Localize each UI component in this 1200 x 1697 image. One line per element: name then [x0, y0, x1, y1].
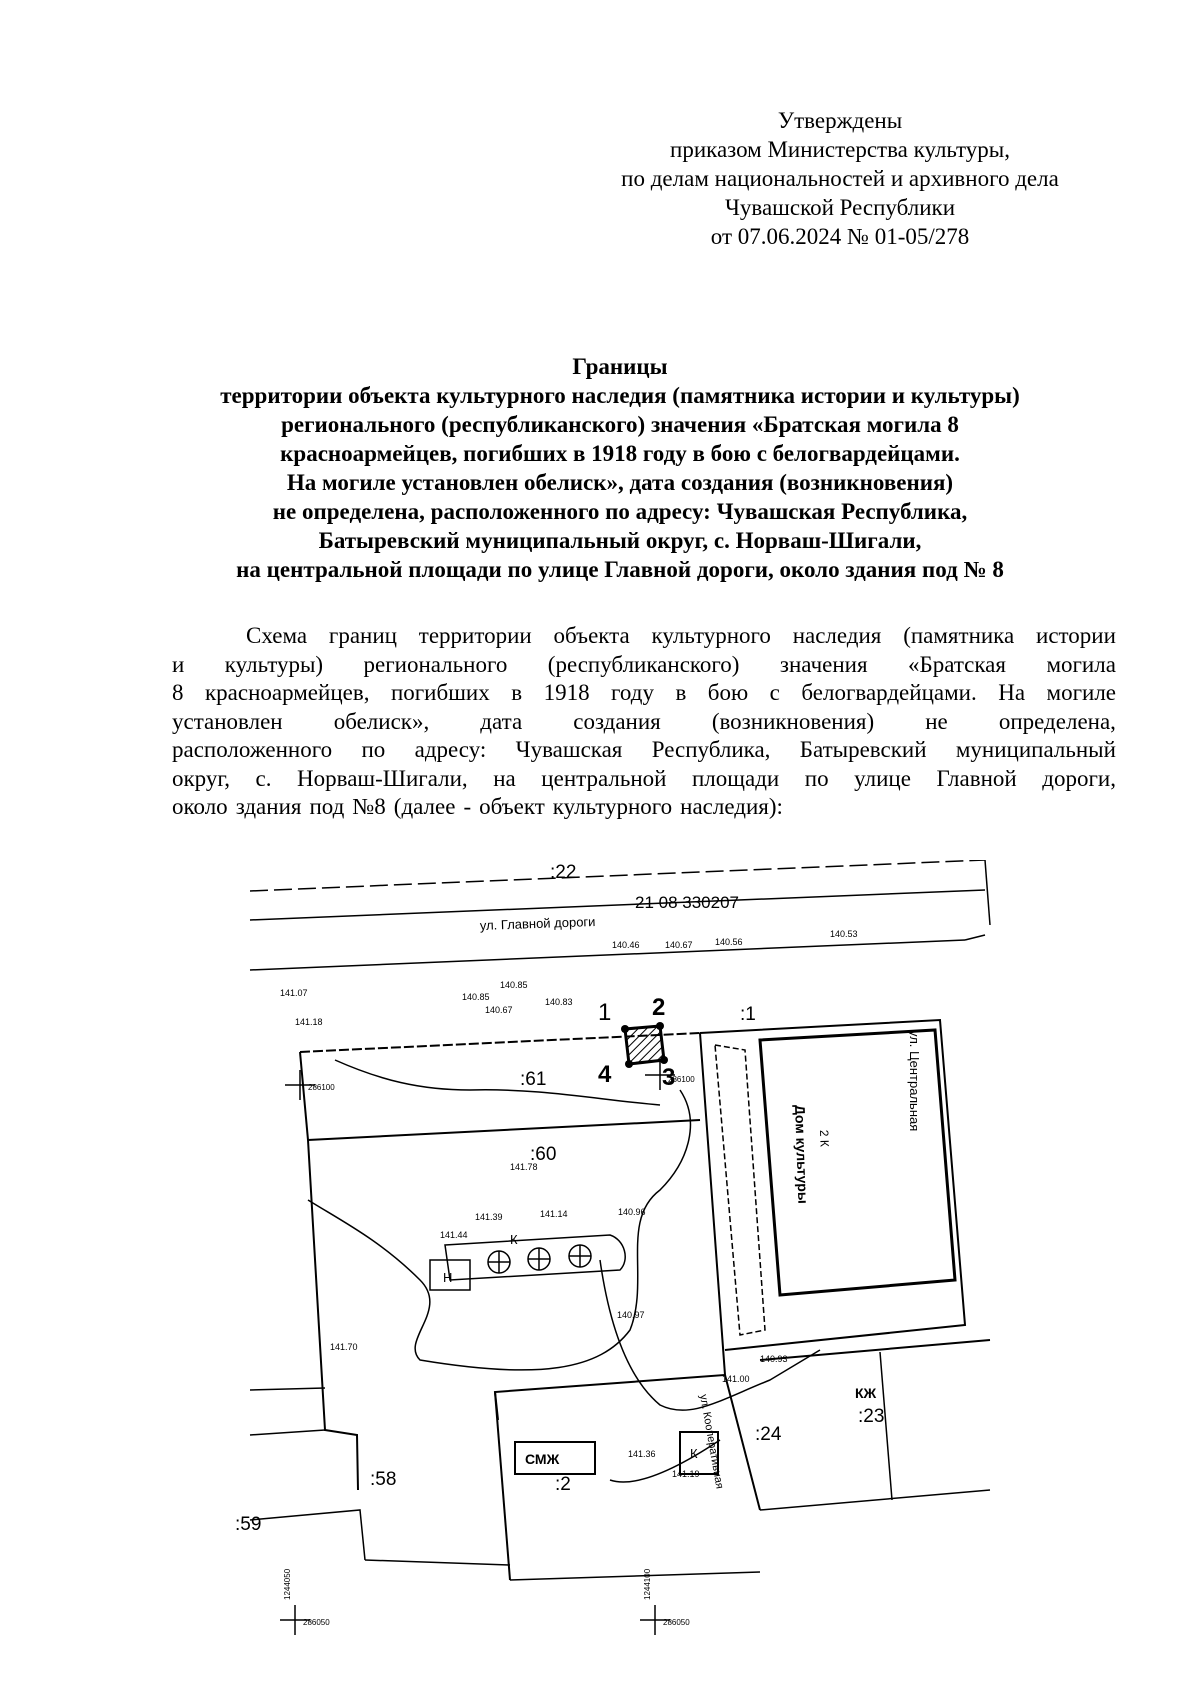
elevation-label: 141.39: [475, 1212, 503, 1222]
paragraph-word: в: [675, 680, 687, 705]
paragraph-word: (памятника: [903, 623, 1015, 648]
paragraph-word: дороги,: [1042, 765, 1116, 791]
paragraph-word: белогвардейцами.: [801, 680, 977, 705]
path-curve: [308, 1090, 690, 1370]
approval-block: [560, 106, 1120, 251]
parcel-label: :23: [858, 1406, 885, 1427]
title-line: территории объекта культурного наследия (памятника истории и культуры): [220, 383, 1020, 408]
paragraph-word: наследия: [792, 623, 882, 648]
paragraph-word: культурного: [651, 623, 771, 648]
paragraph-word: в: [511, 680, 523, 705]
parcel-label: :58: [370, 1469, 397, 1490]
boundary-point: [656, 1022, 664, 1030]
paragraph-word: около: [172, 794, 228, 819]
parcel-boundary: [250, 1388, 325, 1390]
point-label: 3: [662, 1064, 676, 1091]
road-edge-line: [250, 890, 985, 920]
paragraph-word: объект: [479, 794, 545, 819]
paragraph-word: «Братская: [908, 651, 1006, 677]
culture-house-outline: [760, 1030, 955, 1295]
paragraph-word: красноармейцев,: [204, 680, 370, 705]
paragraph-word: Батыревский: [799, 737, 927, 762]
street-label: ул. Главной дороги: [479, 913, 596, 933]
elevation-label: 141.19: [672, 1469, 700, 1479]
building-code: 2 К: [817, 1129, 832, 1148]
building-k-label: К: [690, 1446, 698, 1461]
street-label: ул. Центральная: [907, 1030, 922, 1132]
paragraph-word: наследия):: [680, 794, 783, 819]
paragraph-word: культурного: [552, 794, 673, 819]
paragraph-word: адресу:: [414, 737, 487, 762]
elevation-label: 140.85: [500, 980, 528, 990]
paragraph-word: Главной: [936, 765, 1017, 791]
elevation-label: 141.07: [280, 988, 308, 998]
title-line: регионального (республиканского) значения «Братская могила 8: [281, 412, 959, 437]
boundary-point: [625, 1060, 633, 1068]
paragraph-word: могиле: [1046, 680, 1116, 705]
paragraph-word: Схема: [246, 623, 308, 648]
paragraph-word: объекта: [553, 623, 630, 648]
point-label: 2: [652, 994, 666, 1021]
title-line: На могиле установлен обелиск», дата создания (возникновения): [286, 470, 954, 495]
parcel-boundary: [510, 1572, 760, 1580]
coordinate-label: 286050: [663, 1618, 690, 1627]
paragraph-word: по: [804, 765, 829, 791]
title-line: на центральной площади по улице Главной дороги, около здания под № 8: [236, 557, 1004, 582]
elevation-label: 141.78: [510, 1162, 538, 1172]
elevation-label: 140.46: [612, 940, 640, 950]
coordinate-label: 1244050: [283, 1568, 292, 1600]
approval-line: Утверждены: [777, 108, 903, 133]
building-k-label: К: [510, 1232, 518, 1247]
paragraph-word: Чувашская: [515, 737, 623, 762]
paragraph-word: 8: [172, 680, 184, 705]
paragraph-word: -: [463, 794, 472, 819]
paragraph-word: по: [361, 737, 386, 762]
street-label: ул. Кооперативная: [697, 1393, 726, 1490]
boundary-point: [621, 1025, 629, 1033]
coordinate-label: 286100: [308, 1083, 335, 1092]
parcel-boundary: [250, 1430, 325, 1435]
paragraph-word: могила: [1046, 651, 1116, 677]
paragraph-word: регионального: [363, 651, 508, 677]
paragraph-word: №8: [352, 794, 386, 819]
elevation-label: 141.70: [330, 1342, 358, 1352]
paragraph-line: [172, 679, 1116, 708]
paragraph-word: с: [769, 680, 780, 705]
road-edge-line: [250, 940, 965, 970]
document-title: [150, 352, 1090, 584]
paragraph-line: [172, 765, 1116, 794]
paragraph-word: не: [925, 708, 948, 734]
paragraph-line: [172, 736, 1116, 765]
coordinate-label: 286050: [303, 1618, 330, 1627]
paragraph-word: под: [309, 794, 345, 819]
elevation-label: 140.97: [617, 1310, 645, 1320]
approval-line: от 07.06.2024 № 01-05/278: [710, 224, 970, 249]
paragraph-word: расположенного: [172, 737, 333, 762]
cadastral-block-label: 21 08 330207: [635, 893, 739, 912]
parcel-boundary: [495, 1392, 510, 1580]
parcel-boundary: [760, 1490, 990, 1510]
elevation-label: 140.67: [485, 1005, 513, 1015]
paragraph-word: здания: [235, 794, 302, 819]
parcel-boundary: [250, 1510, 365, 1560]
coordinate-label: 286100: [668, 1075, 695, 1084]
parcel-label: :22: [550, 862, 577, 883]
elevation-label: 141.18: [295, 1017, 323, 1027]
paragraph-word: истории: [1036, 623, 1116, 648]
title-line: Батыревский муниципальный округ, с. Норваш-Шигали,: [318, 528, 922, 553]
paragraph-word: (республиканского): [547, 651, 740, 677]
coordinate-label: 1244100: [643, 1568, 652, 1600]
paragraph-word: На: [998, 680, 1026, 705]
paragraph-word: бою: [707, 680, 749, 705]
paragraph-word: создания: [573, 708, 661, 734]
point-label: 4: [598, 1061, 612, 1088]
elevation-label: 140.83: [545, 997, 573, 1007]
elevation-label: 141.36: [628, 1449, 656, 1459]
road-edge-line: [985, 860, 990, 925]
paragraph-word: году: [611, 680, 654, 705]
road-edge-line: [250, 860, 985, 891]
paragraph-word: определена,: [998, 708, 1116, 734]
paragraph-word: Норваш-Шигали,: [297, 765, 468, 791]
building-n-label: Н: [443, 1270, 453, 1285]
parcel-label: :59: [235, 1514, 262, 1535]
elevation-label: 140.53: [830, 929, 858, 939]
parcel-label: :61: [520, 1069, 547, 1090]
paragraph-line: [172, 651, 1116, 680]
approval-line: Чувашской Республики: [724, 195, 956, 220]
grave-cross: [488, 1245, 591, 1273]
paragraph-word: установлен: [172, 708, 283, 734]
paragraph-word: дата: [480, 708, 523, 734]
paragraph-word: на: [493, 765, 516, 791]
elevation-label: 140.85: [462, 992, 490, 1002]
description-paragraph: [172, 622, 1116, 822]
paragraph-line: [172, 622, 1116, 651]
parcel-boundary: [365, 1560, 510, 1565]
title-line: Границы: [572, 354, 668, 379]
paragraph-word: погибших: [390, 680, 490, 705]
approval-line: приказом Министерства культуры,: [670, 137, 1010, 162]
elevation-label: 140.56: [715, 937, 743, 947]
elevation-label: 140.96: [618, 1207, 646, 1217]
point-label: 1: [598, 999, 612, 1026]
paragraph-word: территории: [418, 623, 532, 648]
paragraph-word: культуры): [224, 651, 324, 677]
parcel-boundary: [308, 1140, 358, 1490]
parcel-label: :60: [530, 1144, 557, 1165]
elevation-label: 141.00: [722, 1374, 750, 1384]
elevation-label: 141.14: [540, 1209, 568, 1219]
parcel-boundary: [308, 1120, 700, 1140]
road-edge-line: [965, 935, 985, 940]
paragraph-word: центральной: [541, 765, 667, 791]
elevation-label: 140.67: [665, 940, 693, 950]
paragraph-word: значения: [779, 651, 868, 677]
building-kzh-label: КЖ: [855, 1385, 877, 1401]
parcel-boundary: [300, 1052, 308, 1140]
parcel-label: :1: [740, 1004, 756, 1025]
paragraph-word: (далее: [393, 794, 456, 819]
paragraph-line: [172, 708, 1116, 737]
memorial-alley: [445, 1235, 625, 1280]
paragraph-line: [172, 793, 1116, 822]
boundary-scheme-map: [0, 860, 1200, 1680]
title-line: красноармейцев, погибших в 1918 году в бою с белогвардейцами.: [280, 441, 960, 466]
paragraph-word: 1918: [543, 680, 590, 705]
boundary-point: [660, 1056, 668, 1064]
monument-boundary: [625, 1026, 664, 1064]
paragraph-word: с.: [255, 765, 272, 791]
path-curve: [600, 1260, 820, 1410]
approval-line: по делам национальностей и архивного дела: [621, 166, 1059, 191]
title-line: не определена, расположенного по адресу: Чувашская Республика,: [272, 499, 968, 524]
paragraph-word: границ: [328, 623, 397, 648]
path-curve: [610, 1440, 720, 1482]
parcel-boundary: [715, 1045, 765, 1335]
parcel-label: :2: [555, 1474, 571, 1495]
paragraph-word: муниципальный: [955, 737, 1116, 762]
building-smzh-label: СМЖ: [525, 1451, 560, 1467]
paragraph-word: (возникновения): [711, 708, 875, 734]
elevation-label: 140.93: [760, 1354, 788, 1364]
building-label: Дом культуры: [792, 1104, 812, 1204]
paragraph-word: округ,: [172, 765, 230, 791]
paragraph-word: Республика,: [651, 737, 771, 762]
paragraph-word: обелиск»,: [333, 708, 430, 734]
paragraph-word: и: [172, 651, 185, 677]
parcel-label: :24: [755, 1424, 782, 1445]
paragraph-word: площади: [692, 765, 780, 791]
parcel-boundary: [700, 1020, 965, 1350]
paragraph-word: улице: [854, 765, 911, 791]
elevation-label: 141.44: [440, 1230, 468, 1240]
